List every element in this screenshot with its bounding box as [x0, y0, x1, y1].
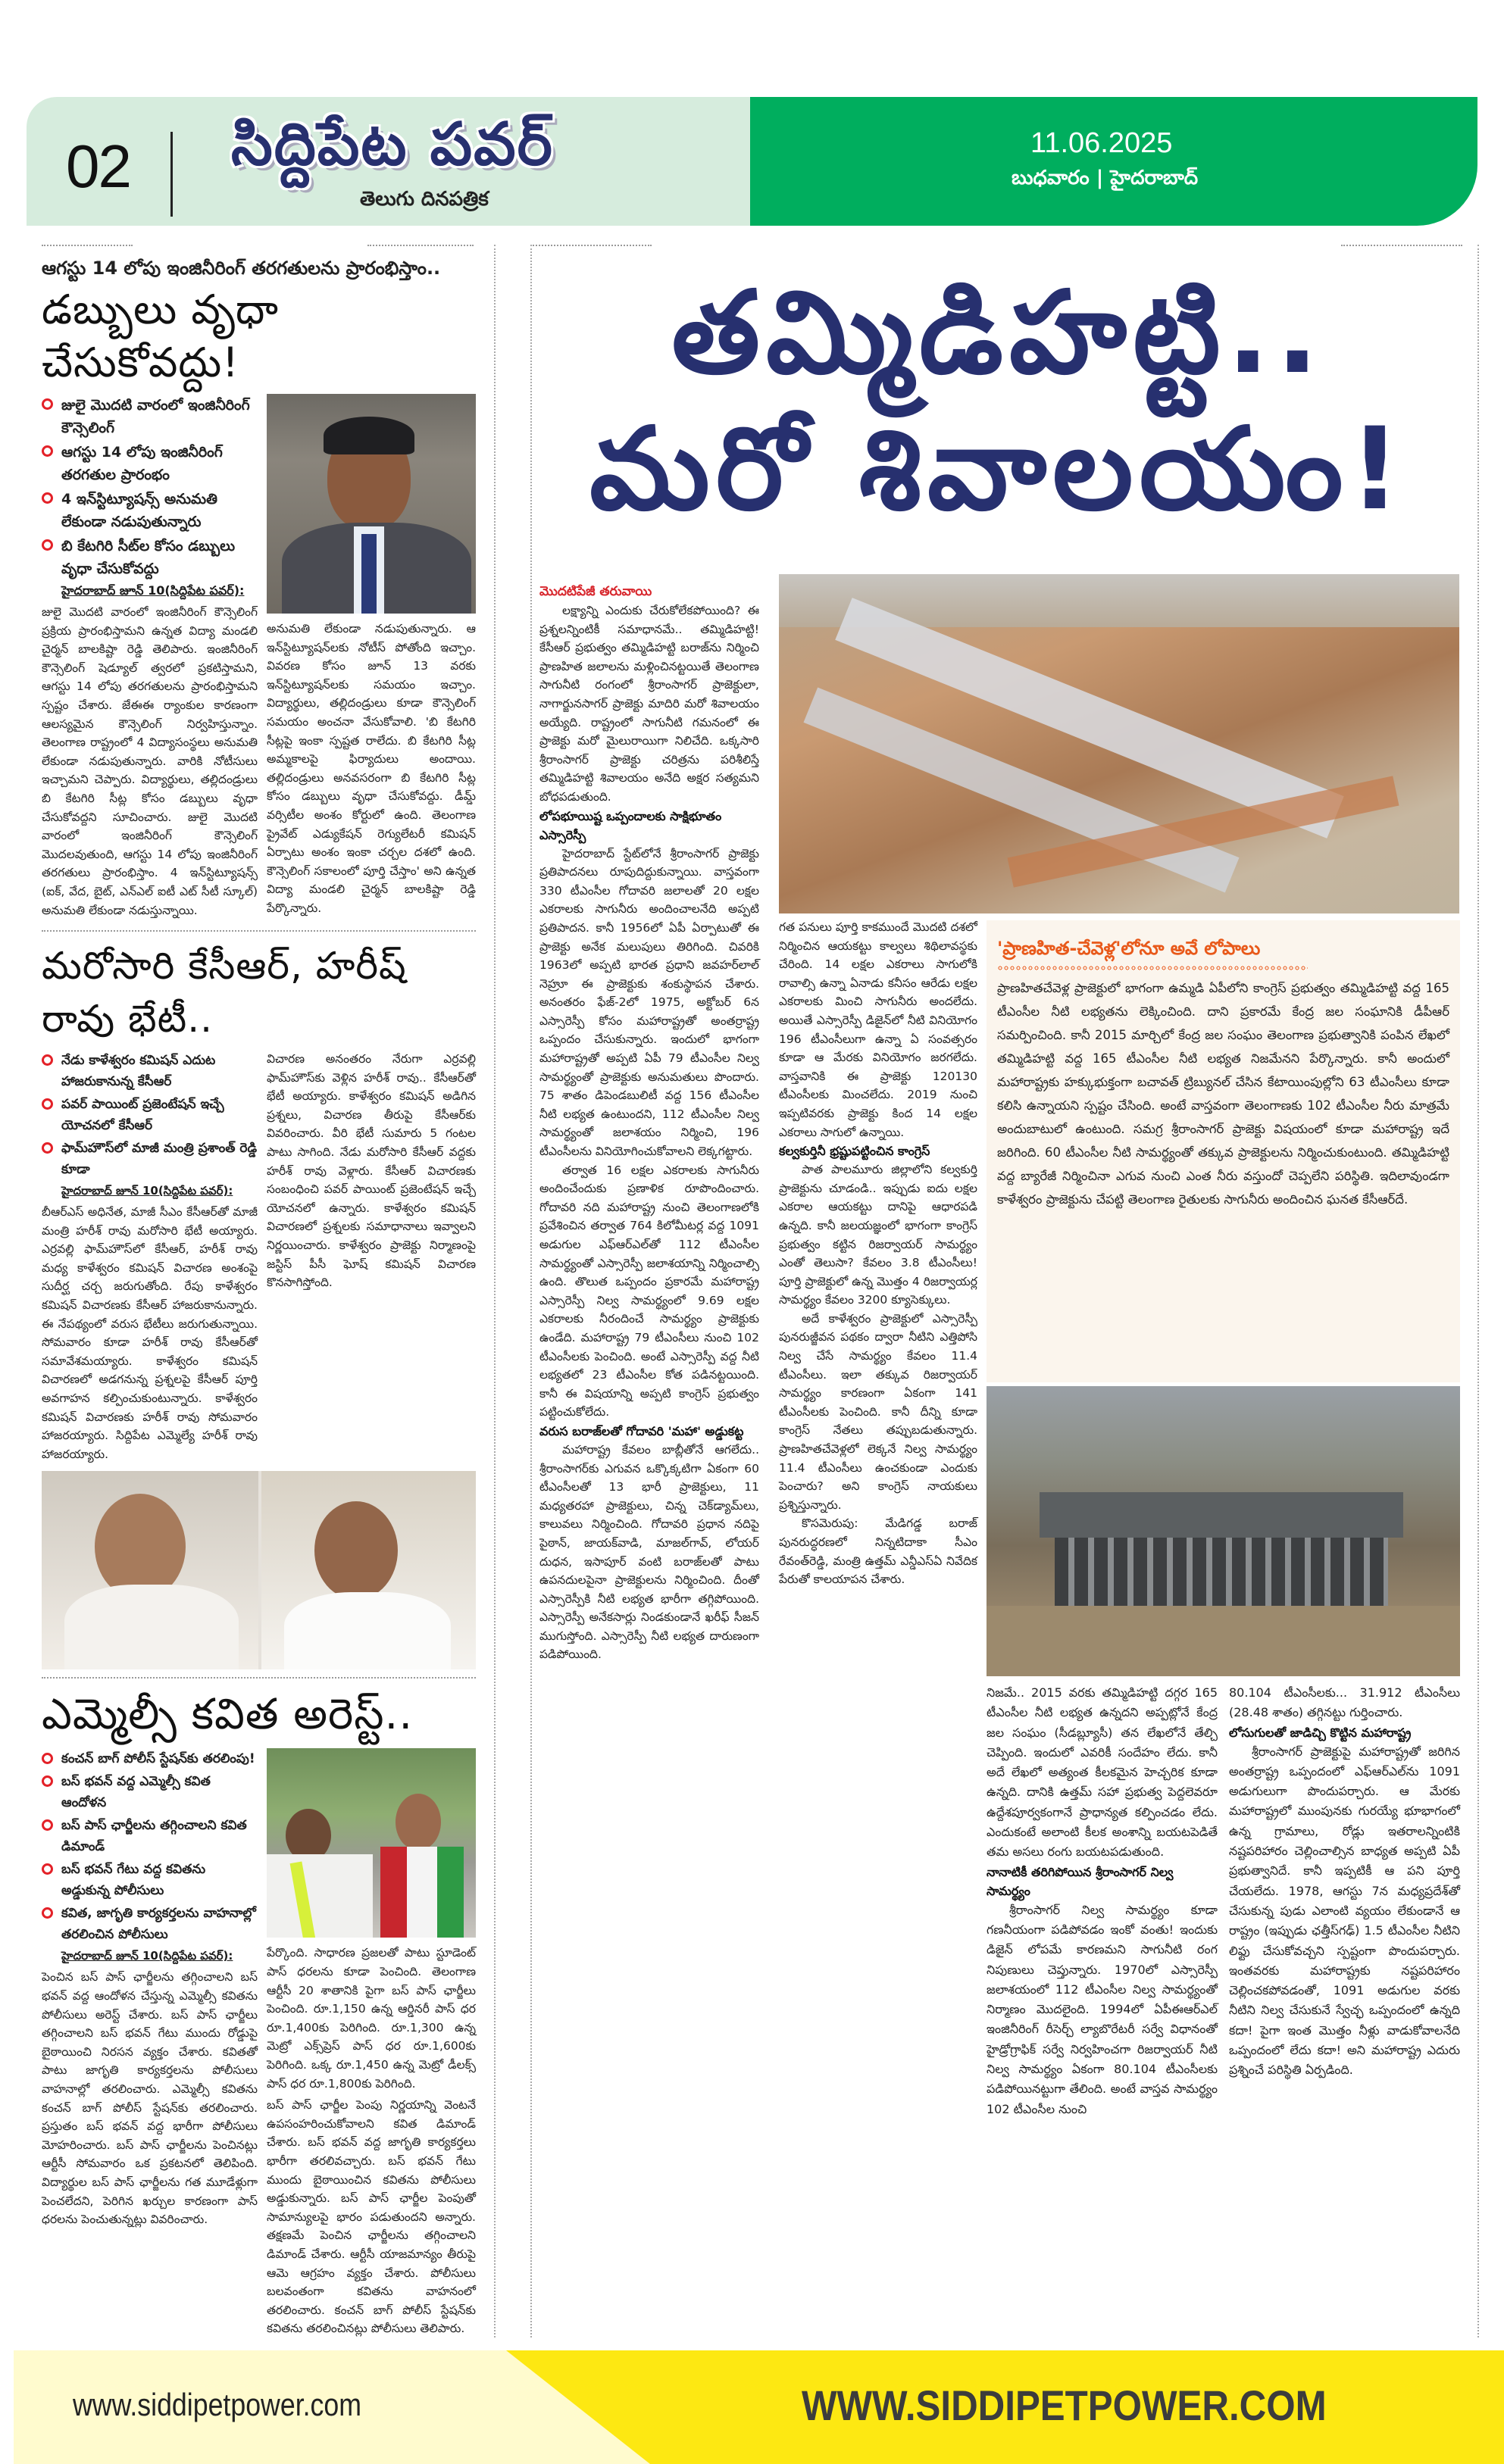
story-divider	[42, 1677, 476, 1679]
column-divider	[494, 245, 496, 2338]
box-title-rule	[997, 966, 1308, 970]
story-kcr-right	[267, 1050, 476, 1292]
website-url-link[interactable]: www.siddipetpower.com	[73, 2387, 361, 2422]
article-body: పెంచిన బస్ పాస్ ఛార్జీలను తగ్గించాలని బస్ భవన్ వద్ద ఆందోళన చేస్తున్న ఎమ్మెల్సీ కవితను పోలీసులు అరెస్ట్ చేశారు. బస్ పాస్ ఛార్జీలు తగ్గించాలని బస్ భవన్ గేటు ముందు రోడ్డుపై బైఠాయించి నిరసన వ్యక్తం చేశారు. కవితతో పాటు జాగృతి కార్యకర్తలను పోలీసులు వాహనాల్లో తరలించారు. ఎమ్మెల్సీ కవితను కంచన్ బాగ్ పోలీస్ స్టేషన్‌కు తరలించారు. ప్రస్తుతం బస్ భవన్ వద్ద భారీగా పోలీసులు మోహరించారు. బస్ పాస్ ఛార్జీలను పెంచినట్లు ఆర్టీసీ సోమవారం ఒక ప్రకటనలో తెలిపింది. విద్యార్థుల బస్ పాస్ ఛార్జీలను గత మూడేళ్లుగా పెంచలేదని, పెరిగిన ఖర్చుల కారణంగా పాస్ ధరలను పెంచుతున్నట్లు వివరించారు.	[42, 1970, 258, 2227]
story-headline: డబ్బులు వృధా చేసుకోవద్దు!	[42, 286, 280, 386]
website-url-banner[interactable]: WWW.SIDDIPETPOWER.COM	[802, 2381, 1327, 2429]
story-kavitha-columns	[42, 1748, 476, 2338]
bullet-ring-icon	[42, 1863, 53, 1875]
footer-banner	[14, 2350, 1504, 2464]
bullet-item: ఫామ్‌హౌస్‌లో మాజీ మంత్రి ప్రశాంత్ రెడ్డి కూడా	[42, 1138, 258, 1180]
lead-column-2	[779, 918, 977, 1589]
story-headline: ఎమ్మెల్సీ కవిత అరెస్ట్..	[42, 1690, 414, 1740]
article-body: కొసమెరుపు: మేడిగడ్డ బరాజ్ పునరుద్ధరణలో నిన్నటిదాకా సీఎం రేవంత్‌రెడ్డి, మంత్రి ఉత్తమ్ ఎన్డీఎస్ఏ నివేదిక పేరుతో కాలయాపన చేశారు.	[779, 1516, 977, 1587]
story-engineering-columns	[42, 394, 476, 920]
story-divider	[42, 930, 476, 932]
continuation-label: మొదటిపేజీ తరువాయి	[539, 584, 652, 599]
box-body: ప్రాణహితచేవెళ్ల ప్రాజెక్టులో భాగంగా ఉమ్మడి ఏపీలోని కాంగ్రెస్ ప్రభుత్వం తమ్మిడిహట్టి వద్ద 165 టీఎంసీల నీటి లభ్యతను లెక్కించింది. దాని ప్రకారమే కేంద్ర జల సంఘానికి డీపీఆర్ సమర్పించింది. కానీ 2015 మార్చిలో కేంద్ర జల సంఘం తెలంగాణ ప్రభుత్వానికి పంపిన లేఖలో తమ్మిడిహట్టి వద్ద 165 టీఎంసీల నీటి లభ్యత నిజమేనని పేర్కొన్నారు. కానీ అందులో మహారాష్ట్రకు హక్కుభుక్తంగా బచావత్ ట్రిబ్యునల్ చేసిన కేటాయింపుల్లోని 63 టీఎంసీలు కూడా కలిసి ఉన్నాయని స్పష్టం చేసింది. అంటే వాస్తవంగా తెలంగాణకు 102 టీఎంసీల నీరు మాత్రమే అందుబాటులో ఉంటుంది. సమగ్ర శ్రీరాంసాగర్ ప్రాజెక్టు విషయంలో కూడా మహారాష్ట్ర ఇదే జరిగింది. 60 టీఎంసీల నీటి సామర్థ్యంతో తక్కువ ప్రాజెక్టులను నిర్మించుకుంటుంది. తమ్మిడిహట్టి వద్ద బ్యారేజీ నిర్మించినా ఎగువ నుంచి ఎంత నీరు వస్తుందో చెప్పలేని పరిస్థితి. ఇదిలావుండగా కాళేశ్వరం ప్రాజెక్టును చేపట్టి తెలంగాణ రైతులకు సాగునీరు అందించిన ఘనత కేసీఆర్‌దే.	[997, 981, 1449, 1207]
bullet-item: నేడు కాళేశ్వరం కమిషన్ ఎదుట హాజరుకానున్న కేసీఆర్	[42, 1050, 258, 1092]
article-body: అనుమతి లేకుండా నడుపుతున్నారు. ఆ ఇన్‌స్టిట్యూషన్‌లకు నోటీస్ పోతోంది ఇచ్చాం. వివరణ కోసం జూన్ 13 వరకు ఇన్‌స్టిట్యూషన్‌లకు సమయం ఇచ్చాం. విద్యార్థులు, తల్లిదండ్రులు కూడా కౌన్సెలింగ్ సమయం అంచనా వేసుకోవాలి. 'బి కేటగిరి సీట్లపై ఇంకా స్పష్టత రాలేదు. బి కేటగిరి సీట్ల అమ్మకాలపై ఫిర్యాదులు అందాయి. తల్లిదండ్రులు అనవసరంగా బి కేటగిరి సీట్ల కోసం డబ్బులు వృధా చేసుకోవద్దు. డీమ్డ్ వర్సిటీల అంశం కోర్టులో ఉంది. తెలంగాణ ప్రైవేట్ ఎడ్యుకేషన్ రెగ్యులేటరీ కమిషన్ ఏర్పాటు అంశం ఇంకా చర్చల దశలో ఉంది. కౌన్సెలింగ్ సకాలంలో పూర్తి చేస్తాం' అని ఉన్నత విద్యా మండలి చైర్మన్ బాలకిష్టా రెడ్డి పేర్కొన్నారు.	[267, 622, 476, 915]
bullet-item: బి కేటగిరి సీట్‌ల కోసం డబ్బులు వృధా చేసుకోవద్దు	[42, 535, 258, 580]
officer-photo	[267, 394, 476, 614]
story-engineering	[42, 258, 476, 920]
bullet-ring-icon	[42, 1775, 53, 1787]
story-kcr-harish	[42, 939, 476, 1669]
barrage-photo	[987, 1386, 1460, 1676]
bullet-item: బస్ పాస్ ఛార్జీలను తగ్గించాలని కవిత డిమాండ్	[42, 1815, 258, 1857]
lead-column-4	[1229, 1683, 1460, 2081]
article-body: శ్రీరాంసాగర్ నిల్వ సామర్థ్యం కూడా గణనీయంగా పడిపోవడం ఇంకో వంతు! ఇందుకు డిజైన్ లోపమే కారణమని సాగునీటి రంగ నిపుణులు చెప్తున్నారు. 1970లో ఎస్సారెస్పీ జలాశయంలో 112 టీఎంసీల నిల్వ సామర్థ్యంతో నిర్మాణం మొదలైంది. 1994లో ఏపీఈఆర్ఎల్ ఇంజినీరింగ్ రీసెర్చ్ ల్యాబొరేటరీ సర్వే విధానంతో హైడ్రోగ్రాఫిక్ సర్వే నిర్వహించగా రిజర్వాయర్ నీటి నిల్వ సామర్థ్యం ఏకంగా 80.104 టీఎంసీలకు పడిపోయినట్టుగా తేలింది. అంటే వాస్తవ సామర్థ్యం 102 టీఎంసీల నుంచి	[987, 1902, 1218, 2116]
bullet-item: పవర్ పాయింట్ ప్రజెంటేషన్ ఇచ్చే యోచనలో కేసీఆర్	[42, 1094, 258, 1136]
article-body: తర్వాత 16 లక్షల ఎకరాలకు సాగునీరు అందించేందుకు ప్రణాళిక రూపొందించారు. గోదావరి నది మహారాష్ట్ర నుంచి తెలంగాణలోకి ప్రవేశించిన తర్వాత 764 కిలోమీటర్ల వద్ద 1091 అడుగుల ఎఫ్ఆర్ఎల్‌తో 112 టీఎంసీల సామర్థ్యంతో ఎస్సారెస్పీ జలాశయాన్ని నిర్మించాల్సి ఉంది. తొలుత ఒప్పందం ప్రకారమే మహారాష్ట్ర ఎస్సారెస్పీ నిల్వ సామర్థ్యంలో 9.69 లక్షల ఎకరాలకు నీరందించే సామర్థ్యం ప్రాజెక్టుకు ఉండేది. మహారాష్ట్ర 79 టీఎంసీలు నుంచి 102 టీఎంసీలకు పెంచింది. అంటే ఎస్సారెస్పీ వద్ద నీటి లభ్యతలో 23 టీఎంసీల కోత పడినట్టయింది. కానీ ఈ విషయాన్ని అప్పటి కాంగ్రెస్ ప్రభుత్వం పట్టించుకోలేదు.	[539, 1163, 759, 1419]
story-kicker: ఆగస్టు 14 లోపు ఇంజినీరింగ్ తరగతులను ప్రారంభిస్తాం..	[42, 258, 441, 279]
tammidihatti-aerial-photo	[779, 574, 1459, 913]
kcr-harish-photo	[42, 1471, 476, 1669]
subheading: నానాటికీ తరిగిపోయిన శ్రీరాంసాగర్ నిల్వ సామర్థ్యం	[987, 1864, 1174, 1898]
article-body: నిజమే.. 2015 వరకు తమ్మిడిహట్టి దగ్గర 165 టీఎంసీల నీటి లభ్యత ఉన్నదని అప్పట్లోనే కేంద్ర జల సంఘం (సీడబ్ల్యూసీ) తన లేఖలోనే తేల్చి చెప్పింది. ఇందులో ఎవరికీ సందేహం లేదు. కానీ అదే లేఖలో అత్యంత కీలకమైన హెచ్చరిక కూడా ఉన్నది. దానికి ఉత్తమ్ సహా ప్రభుత్వ పెద్దలెవరూ ఉద్దేశపూర్వకంగానే ప్రాధాన్యత కల్పించడం లేదు. ఎందుకంటే అలాంటి కీలక అంశాన్ని బయటపెడితే తమ అసలు రంగు బయటపడుతుంది.	[987, 1685, 1218, 1860]
story-engineering-right	[267, 394, 476, 918]
dateline: హైదరాబాద్ జూన్ 10(సిద్దిపేట పవర్):	[61, 1184, 233, 1198]
bullet-ring-icon	[42, 1819, 53, 1831]
subheading: లోపభూయిష్ట ఒప్పందాలకు సాక్షిభూతం ఎస్సారెస్పీ	[539, 808, 722, 842]
subheading: కల్వకుర్తినీ భ్రష్టుపట్టించిన కాంగ్రెస్	[779, 1144, 930, 1159]
left-stories-stack	[42, 258, 476, 2338]
article-body: పాత పాలమూరు జిల్లాలోని కల్వకుర్తి ప్రాజెక్టును చూడండి.. ఇప్పుడు ఐదు లక్షల ఎకరాల ఆయకట్టు దానిపై ఆధారపడి ఉన్నది. కానీ జలయజ్ఞంలో భాగంగా కాంగ్రెస్ ప్రభుత్వం కట్టిన రిజర్వాయర్ సామర్థ్యం ఎంతో తెలుసా? కేవలం 3.8 టీఎంసీలు! పూర్తి ప్రాజెక్టులో ఉన్న మొత్తం 4 రిజర్వాయర్ల సామర్థ్యం కేవలం 3200 క్యూసెక్కులు.	[779, 1163, 977, 1307]
article-body: మహారాష్ట్ర కేవలం బాబ్లీతోనే ఆగలేదు.. శ్రీరాంసాగర్‌కు ఎగువన ఒక్కొక్కటిగా ఏకంగా 60 టీఎంసీలతో 13 భారీ ప్రాజెక్టులు, 11 మధ్యతరహా ప్రాజెక్టులు, చిన్న చెక్‌డ్యామ్‌లు, కాలువలు నిర్మించింది. గోదావరి ప్రధాన నదిపై పైఠాన్, జాయక్‌వాడి, మాజల్‌గావ్, లోయర్ దుధన, ఇసాపూర్ వంటి బరాజ్‌లతో పాటు ఉపనదులపైనా ప్రాజెక్టులను నిర్మించింది. దీంతో ఎస్సారెస్పీకి నీటి లభ్యత భారీగా తగ్గిపోయింది. ఎస్సారెస్పీ అనేకసార్లు నిండకుండానే ఖరీఫ్ సీజన్ ముగుస్తోంది. ఎస్సారెస్పీ నీటి లభ్యత దారుణంగా పడిపోయింది.	[539, 1442, 759, 1662]
article-body: గత పనులు పూర్తి కాకముందే మొదటి దశలో నిర్మించిన ఆయకట్టు కాల్వలు శిథిలావస్థకు చేరింది. 14 లక్షల ఎకరాలు సాగులోకి రావాల్సి ఉన్నా ఏనాడు కనీసం ఆరేడు లక్షల ఎకరాలకు మించి సాగునీరు అందలేదు. అయితే ఎస్సారెస్పీ డిజైన్‌లో నీటి వినియోగం 196 టీఎంసీలుగా ఉన్నా ఏ సంవత్సరం కూడా ఆ మేరకు వినియోగం జరగలేదు. వాస్తవానికి ఈ ప్రాజెక్టు 120130 టీఎంసీలకు మించలేదు. 2019 నుంచి ఇప్పటివరకు ప్రాజెక్టు కింద 14 లక్షల ఎకరాలు సాగులో ఉన్నాయి.	[779, 920, 977, 1139]
newspaper-logo: సిద్దిపేట పవర్	[231, 111, 554, 179]
story-headline: మరోసారి కేసీఆర్, హరీష్ రావు భేటీ..	[42, 944, 407, 1042]
masthead-left-panel	[27, 97, 758, 226]
article-body: పేర్కొంది. సాధారణ ప్రజలతో పాటు స్టూడెంట్ పాస్ ధరలను కూడా పెంచింది. తెలంగాణ ఆర్టీసీ 20 శాతానికి పైగా బస్ పాస్ ఛార్జీలు పెంచింది. రూ.1,150 ఉన్న ఆర్డినరీ పాస్ ధర రూ.1,400కు పెరిగింది. రూ.1,300 ఉన్న మెట్రో ఎక్స్‌ప్రెస్ పాస్ ధర రూ.1,600కు పెరిగింది. ఒక్క రూ.1,450 ఉన్న మెట్రో డీలక్స్ పాస్ ధర రూ.1,800కు పెరిగింది.	[267, 1946, 476, 2091]
bullet-item: కంచన్ బాగ్ పోలీస్ స్టేషన్‌కు తరలింపు!	[42, 1748, 258, 1769]
story-kavitha-right	[267, 1748, 476, 2338]
kavitha-protest-photo	[267, 1748, 476, 1938]
bullet-item: కవిత, జాగృతి కార్యకర్తలను వాహనాల్లో తరలించిన పోలీసులు	[42, 1903, 258, 1945]
article-body: బీఆర్ఎస్ అధినేత, మాజీ సీఎం కేసీఆర్‌తో మాజీ మంత్రి హరీశ్ రావు మరోసారి భేటీ అయ్యారు. ఎర్రవల్లి ఫామ్‌హౌస్‌లో కేసీఆర్, హరీశ్ రావు మధ్య కాళేశ్వరం కమిషన్ విచారణ అంశంపై సుదీర్ఘ చర్చ జరుగుతోంది. రేపు కాళేశ్వరం కమిషన్ విచారణకు కేసీఆర్ హాజరుకానున్నారు. ఈ నేపథ్యంలో వరుస భేటీలు జరుగుతున్నాయి. సోమవారం కూడా హరీశ్ రావు కేసీఆర్‌తో సమావేశమయ్యారు. కాళేశ్వరం కమిషన్ విచారణలో అడగనున్న ప్రశ్నలపై కేసీఆర్ పూర్తి అవగాహన కల్పించుకుంటున్నారు. కాళేశ్వరం కమిషన్ విచారణకు హరీశ్ రావు సోమవారం హాజరయ్యారు. సిద్దిపేట ఎమ్మెల్యే హరీశ్ రావు హాజరయ్యారు.	[42, 1205, 258, 1461]
article-body: జులై మొదటి వారంలో ఇంజినీరింగ్ కౌన్సెలింగ్ ప్రక్రియ ప్రారంభిస్తామని ఉన్నత విద్యా మండలి చైర్మన్ బాలకిష్టా రెడ్డి తెలిపారు. ఇంజినీరింగ్ కౌన్సెలింగ్ షెడ్యూల్ త్వరలో ప్రకటిస్తామని, ఆగస్టు 14 లోపు తరగతులను ప్రారంభిస్తామని స్పష్టం చేశారు. జేఈఈ ర్యాంకుల కారణంగా ఆలస్యమైన కౌన్సెలింగ్ నిర్వహిస్తున్నాం. తెలంగాణ రాష్ట్రంలో 4 విద్యాసంస్థలు అనుమతి లేకుండా నడుపుతున్నారు. వారికి నోటీసులు ఇచ్చామని చెప్పారు. విద్యార్థులు, తల్లిదండ్రులు బి కేటగిరి సీట్ల కోసం డబ్బులు వృధా చేసుకోవద్దని సూచించారు. జులై మొదటి వారంలో ఇంజినీరింగ్ కౌన్సెలింగ్ మొదలవుతుంది, ఆగస్టు 14 లోపు ఇంజినీరింగ్ తరగతులు ప్రారంభిస్తాం. 4 ఇన్‌స్టిట్యూషన్స్ (ఐక్, వేద, బైట్, ఎన్‌ఎల్ ఐటీ ఎట్ సీటీ స్కూల్) అనుమతి లేకుండా నడుస్తున్నాయి.	[42, 605, 258, 917]
article-body: బస్ పాస్ ఛార్జీల పెంపు నిర్ణయాన్ని వెంటనే ఉపసంహరించుకోవాలని కవిత డిమాండ్ చేశారు. బస్ భవన్ వద్ద జాగృతి కార్యకర్తలు భారీగా తరలివచ్చారు. బస్ భవన్ గేటు ముందు బైఠాయించిన కవితను పోలీసులు అడ్డుకున్నారు. బస్ పాస్ ఛార్జీల పెంపుతో సామాన్యులపై భారం పడుతుందని అన్నారు. తక్షణమే పెంచిన ఛార్జీలను తగ్గించాలని డిమాండ్ చేశారు. ఆర్టీసీ యాజమాన్యం తీరుపై ఆమె ఆగ్రహం వ్యక్తం చేశారు. పోలీసులు బలవంతంగా కవితను వాహనంలో తరలించారు. కంచన్ బాగ్ పోలీస్ స్టేషన్‌కు కవితను తరలించినట్లు పోలీసులు తెలిపారు.	[267, 2098, 476, 2336]
divider	[367, 245, 474, 246]
bullet-item: 4 ఇన్‌స్టిట్యూషన్స్ అనుమతి లేకుండా నడుపుతున్నారు	[42, 488, 258, 533]
lead-column-3	[987, 1683, 1218, 2119]
article-body: లక్ష్యాన్ని ఎందుకు చేరుకోలేకపోయింది? ఈ ప్రశ్నలన్నింటికీ సమాధానమే.. తమ్మిడిహట్టి! కేసీఆర్ ప్రభుత్వం తమ్మిడిహట్టి బరాజ్‌ను నిర్మించి ప్రాణహిత జలాలను మళ్లించినట్టయితే తెలంగాణ సాగునీటి రంగంలో శ్రీరాంసాగర్ ప్రాజెక్టులా, నాగార్జునసాగర్ ప్రాజెక్టు మాదిరి మరో శివాలయం అయ్యేది. రాష్ట్రంలో సాగునీటి గమనంలో ఈ ప్రాజెక్టు మరో మైలురాయిగా నిలిచేది. ఒక్కసారి శ్రీరాంసాగర్ ప్రాజెక్టు చరిత్రను పరిశీలిస్తే తమ్మిడిహట్టి శివాలయం అనేది అక్షర సత్యమని బోధపడుతుంది.	[539, 604, 759, 804]
lead-column-1	[539, 582, 759, 1664]
bullet-ring-icon	[42, 1907, 53, 1919]
divider	[530, 245, 652, 246]
lead-headline-line1: తమ్మిడిహట్టి..	[671, 267, 1325, 399]
divider	[1341, 245, 1462, 246]
story-kcr-columns	[42, 1050, 476, 1463]
article-body: విచారణ అనంతరం నేరుగా ఎర్రవల్లి ఫామ్‌హౌస్‌కు వెళ్లిన హరీశ్ రావు.. కేసీఆర్‌తో భేటీ అయ్యారు. కాళేశ్వరం కమిషన్ అడిగిన ప్రశ్నలు, విచారణ తీరుపై కేసీఆర్‌కు వివరించారు. వీరి భేటీ సుమారు 5 గంటల పాటు సాగింది. నేడు మరోసారి కేసీఆర్ వద్దకు హరీశ్ రావు వెళ్లారు. కేసీఆర్ విచారణకు సంబంధించి పవర్ పాయింట్ ప్రజెంటేషన్ ఇచ్చే యోచనలో ఉన్నారు. కాళేశ్వరం కమిషన్ విచారణలో ప్రశ్నలకు సమాధానాలు ఇవ్వాలని నిర్ణయించారు. కాళేశ్వరం ప్రాజెక్టు నిర్మాణంపై జస్టిస్ పీసీ ఘోష్ కమిషన్ విచారణ కొనసాగిస్తోంది.	[267, 1052, 476, 1290]
bullet-item: జులై మొదటి వారంలో ఇంజినీరింగ్ కౌన్సెలింగ్	[42, 394, 258, 439]
dateline: హైదరాబాద్ జూన్ 10(సిద్దిపేట పవర్):	[61, 583, 245, 598]
column-divider	[1477, 245, 1479, 2338]
column-divider	[530, 245, 532, 2338]
bullet-item: ఆగస్టు 14 లోపు ఇంజినీరింగ్ తరగతుల ప్రారంభం	[42, 441, 258, 486]
bullet-ring-icon	[42, 1098, 53, 1110]
bullet-ring-icon	[42, 1054, 53, 1066]
bullet-ring-icon	[42, 1142, 53, 1154]
story-kcr-left	[42, 1050, 258, 1463]
page-number: 02	[66, 133, 130, 200]
masthead-divider	[170, 132, 173, 217]
bullet-ring-icon	[42, 398, 53, 410]
bullet-item: బస్ భవన్ వద్ద ఎమ్మెల్సీ కవిత ఆందోళన	[42, 1771, 258, 1813]
divider	[42, 245, 133, 246]
subheading: వరుస బరాజ్‌లతో గోదావరి 'మహా' అడ్డుకట్ట	[539, 1423, 744, 1438]
article-body: అదే కాళేశ్వరం ప్రాజెక్టులో ఎస్సారెస్పీ పునరుజ్జీవన పథకం ద్వారా నీటిని ఎత్తిపోసి నిల్వ చేసే సామర్థ్యం కేవలం 11.4 టీఎంసీలు. ఇలా తక్కువ రిజర్వాయర్ సామర్థ్యం కారణంగా ఏకంగా 141 టీఎంసీలకు పెంచింది. కానీ దీన్ని కూడా కాంగ్రెస్ నేతలు తప్పుబడుతున్నారు. ప్రాణహితచేవెళ్లలో లెక్కనే నిల్వ సామర్థ్యం 11.4 టీఎంసీలు ఉంచకుండా ఎందుకు పెంచారు? అని కాంగ్రెస్ నాయకులు ప్రశ్నిస్తున్నారు.	[779, 1311, 977, 1512]
article-body: 80.104 టీఎంసీలకు... 31.912 టీఎంసీలు (28.48 శాతం) తగ్గినట్టు గుర్తించారు.	[1229, 1685, 1460, 1720]
masthead	[27, 97, 1477, 226]
article-body: హైదరాబాద్ స్టేట్‌లోనే శ్రీరాంసాగర్ ప్రాజెక్టు ప్రతిపాదనలు రూపుదిద్దుకున్నాయి. వాస్తవంగా 330 టీఎంసీల గోదావరి జలాలతో 20 లక్షల ఎకరాలకు సాగునీరు అందించాలనేది అప్పటి ప్రతిపాదన. కానీ 1956లో ఏపీ ఏర్పాటుతో ఈ ప్రాజెక్టు అనేక మలుపులు తిరిగింది. చివరికి 1963లో అప్పటి భారత ప్రధాని జవహర్‌లాల్ నెహ్రూ ఈ ప్రాజెక్టుకు శంకుస్థాపన చేశారు. అనంతరం ఫేజ్-2లో 1975, అక్టోబర్ 6న ఎస్సారెస్పీ కోసం మహారాష్ట్రతో అంతర్రాష్ట్ర ఒప్పందం చేసుకున్నారు. ఇందులో భాగంగా మహారాష్ట్రతో అప్పటి ఏపీ 79 టీఎంసీల నిల్వ సామర్థ్యంతో ప్రాజెక్టుకు అనుమతులు పొందారు. 75 శాతం డిపెండబులిటీ వద్ద 156 టీఎంసీల నీటి లభ్యత ఉంటుందని, 112 టీఎంసీల నిల్వ సామర్థ్యంతో జలాశయం నిర్మించి, 196 టీఎంసీలను వినియోగించుకోవాలని లెక్కగట్టారు.	[539, 846, 759, 1159]
subheading: లోసుగులతో జాడిచ్చి కొట్టిన మహారాష్ట్ర	[1229, 1725, 1412, 1740]
bullet-ring-icon	[42, 492, 53, 504]
dateline: హైదరాబాద్ జూన్ 10(సిద్దిపేట పవర్):	[61, 1949, 233, 1963]
bullet-ring-icon	[42, 539, 53, 551]
article-body: శ్రీరాంసాగర్ ప్రాజెక్టుపై మహారాష్ట్రతో జరిగిన అంతర్రాష్ట్ర ఒప్పందంలో ఎఫ్ఆర్ఎల్‌ను 1091 అడుగులుగా పొందుపర్చారు. ఆ మేరకు మహారాష్ట్రలో ముంపునకు గురయ్యే భూభాగంలో ఉన్న గ్రామాలు, రోడ్లు ఇతరాలన్నింటికి నష్టపరిహారం చెల్లించాల్సిన బాధ్యత అప్పటి ఏపీ ప్రభుత్వానిదే. కానీ ఇప్పటికీ ఆ పని పూర్తి చేయలేదు. 1978, ఆగస్టు 7న మధ్యప్రదేశ్‌తో చేసుకున్న పుడు ఎలాంటి వ్యయం లేకుండానే ఆ రాష్ట్రం (ఇప్పుడు ఛత్తీస్‌గఢ్) 1.5 టీఎంసీల నీటిని లిఫ్టు చేసుకోవచ్చని స్పష్టంగా పొందుపర్చారు. ఇంతవరకు మహారాష్ట్రకు నష్టపరిహారం చెల్లించకపోవడంతో, 1091 అడుగుల వరకు నీటిని నిల్వ చేసుకునే స్వేచ్ఛ ఒప్పందంలో ఉన్నది కదా! పైగా ఇంత మొత్తం నీళ్లు వాడుకోవాలనేది ఒప్పందంలో లేదు కదా! అని మహారాష్ట్ర ఎదురు ప్రశ్నించే పరిస్థితి ఏర్పడింది.	[1229, 1744, 1460, 2078]
masthead-right-panel	[750, 97, 1477, 226]
lead-headline-line2: మరో శివాలయం!	[589, 404, 1407, 536]
issue-date: 11.06.2025	[1030, 127, 1173, 159]
story-kavitha-left	[42, 1748, 258, 2228]
pranahita-chevella-box	[987, 920, 1460, 1382]
bullet-ring-icon	[42, 1753, 53, 1764]
newspaper-tagline: తెలుగు దినపత్రిక	[360, 188, 489, 211]
story-engineering-left	[42, 394, 258, 920]
lead-headline	[530, 265, 1466, 538]
bullet-ring-icon	[42, 445, 53, 457]
issue-day-city: బుధవారం | హైదరాబాద్	[1012, 167, 1199, 189]
bullet-item: బస్ భవన్ గేటు వద్ద కవితను అడ్డుకున్న పోలీసులు	[42, 1859, 258, 1901]
story-kavitha	[42, 1685, 476, 2338]
box-title: 'ప్రాణహిత-చేవెళ్ల'లోనూ అవే లోపాలు	[997, 938, 1261, 959]
